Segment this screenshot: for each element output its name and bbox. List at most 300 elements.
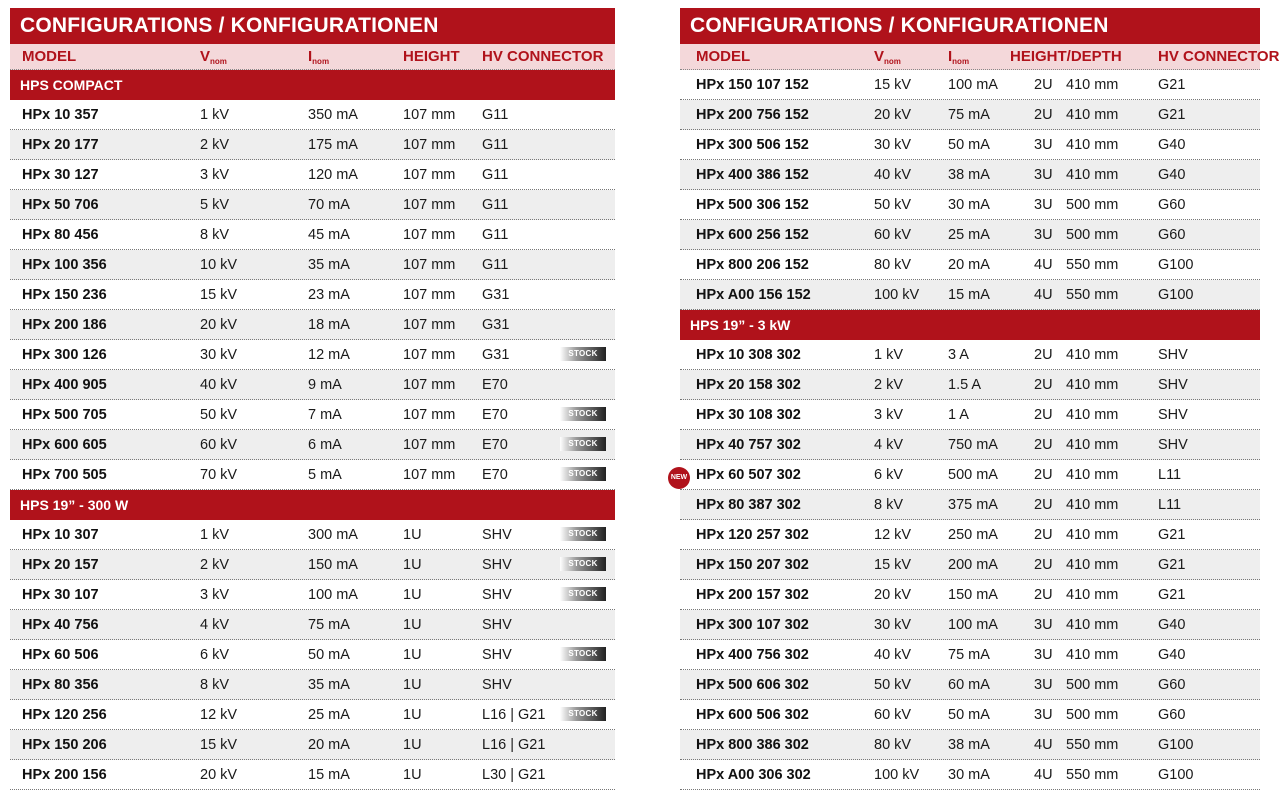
height-cell: 1U [403,557,422,573]
height-cell: 3U [1034,167,1053,183]
section-header: HPS 19” - 300 W [10,490,615,520]
voltage-cell: 4 kV [200,617,230,633]
height-cell: 3U [1034,707,1053,723]
current-cell: 1 A [948,407,969,423]
table-row [680,100,1260,130]
connector-cell: G11 [482,257,509,273]
depth-cell: 550 mm [1066,287,1119,303]
voltage-cell: 4 kV [874,437,904,453]
connector-cell: G60 [1158,707,1186,723]
table-row [680,730,1260,760]
height-cell: 3U [1034,227,1053,243]
connector-cell: G11 [482,167,509,183]
current-cell: 300 mA [308,527,358,543]
section-header: HPS COMPACT [10,70,615,100]
model-cell: HPx 60 507 302 [696,467,801,483]
connector-cell: G21 [1158,587,1186,603]
model-cell: HPx 20 158 302 [696,377,801,393]
table-row [10,400,615,430]
current-cell: 750 mA [948,437,998,453]
table-row [10,700,615,730]
current-cell: 38 mA [948,737,990,753]
stock-badge: STOCK [560,707,606,721]
voltage-cell: 1 kV [200,107,230,123]
depth-cell: 410 mm [1066,137,1119,153]
voltage-cell: 15 kV [200,287,238,303]
voltage-cell: 40 kV [874,167,912,183]
connector-cell: E70 [482,377,508,393]
model-cell: HPx 30 127 [22,167,99,183]
stock-badge: STOCK [560,647,606,661]
depth-cell: 410 mm [1066,377,1119,393]
connector-cell: G31 [482,287,510,303]
voltage-cell: 70 kV [200,467,238,483]
voltage-cell: 3 kV [874,407,904,423]
voltage-cell: 3 kV [200,167,230,183]
model-cell: HPx 200 756 152 [696,107,809,123]
stock-badge: STOCK [560,407,606,421]
model-cell: HPx 60 506 [22,647,99,663]
connector-cell: L11 [1158,497,1182,513]
current-cell: 23 mA [308,287,350,303]
connector-cell: SHV [1158,377,1188,393]
current-cell: 120 mA [308,167,358,183]
current-cell: 375 mA [948,497,998,513]
model-cell: HPx 200 156 [22,767,107,783]
height-cell: 3U [1034,677,1053,693]
current-cell: 30 mA [948,197,990,213]
voltage-cell: 20 kV [874,107,912,123]
new-badge: NEW [668,467,690,489]
height-cell: 2U [1034,467,1053,483]
col-model: MODEL [22,48,77,65]
table-row [10,610,615,640]
voltage-cell: 6 kV [200,647,230,663]
height-cell: 107 mm [403,317,456,333]
current-cell: 60 mA [948,677,990,693]
current-cell: 50 mA [308,647,350,663]
height-cell: 4U [1034,737,1053,753]
height-cell: 2U [1034,107,1053,123]
current-cell: 150 mA [308,557,358,573]
voltage-cell: 1 kV [200,527,230,543]
depth-cell: 410 mm [1066,617,1119,633]
connector-cell: E70 [482,407,508,423]
height-cell: 2U [1034,527,1053,543]
current-cell: 20 mA [308,737,350,753]
height-cell: 1U [403,647,422,663]
model-cell: HPx 600 506 302 [696,707,809,723]
depth-cell: 410 mm [1066,467,1119,483]
table-row [680,280,1260,310]
voltage-cell: 6 kV [874,467,904,483]
height-cell: 1U [403,767,422,783]
table-row [10,730,615,760]
model-cell: HPx 80 387 302 [696,497,801,513]
depth-cell: 410 mm [1066,167,1119,183]
voltage-cell: 100 kV [874,287,920,303]
connector-cell: E70 [482,437,508,453]
depth-cell: 410 mm [1066,557,1119,573]
voltage-cell: 60 kV [874,707,912,723]
connector-cell: SHV [482,617,512,633]
voltage-cell: 40 kV [874,647,912,663]
table-row [10,160,615,190]
table-row [680,580,1260,610]
height-cell: 107 mm [403,377,456,393]
depth-cell: 410 mm [1066,107,1119,123]
height-cell: 107 mm [403,107,456,123]
voltage-cell: 8 kV [200,227,230,243]
connector-cell: G21 [1158,557,1186,573]
connector-cell: SHV [482,527,512,543]
model-cell: HPx 700 505 [22,467,107,483]
table-row [680,760,1260,790]
voltage-cell: 100 kV [874,767,920,783]
current-cell: 20 mA [948,257,990,273]
model-cell: HPx 10 308 302 [696,347,801,363]
voltage-cell: 30 kV [200,347,238,363]
current-cell: 75 mA [308,617,350,633]
current-cell: 100 mA [308,587,358,603]
model-cell: HPx 800 386 302 [696,737,809,753]
col-height-depth: HEIGHT/DEPTH [1010,48,1122,65]
table-row [10,130,615,160]
table-row [680,160,1260,190]
height-cell: 107 mm [403,137,456,153]
model-cell: HPx 800 206 152 [696,257,809,273]
model-cell: HPx 500 306 152 [696,197,809,213]
col-current: $I_{nom}$ [948,48,970,66]
height-cell: 4U [1034,767,1053,783]
model-cell: HPx 200 186 [22,317,107,333]
section-header: HPS 19” - 3 kW [680,310,1260,340]
table-row [10,280,615,310]
current-cell: 50 mA [948,137,990,153]
column-header-row [10,44,615,70]
connector-cell: G11 [482,227,509,243]
model-cell: HPx 400 905 [22,377,107,393]
voltage-cell: 50 kV [200,407,238,423]
stock-badge: STOCK [560,527,606,541]
connector-cell: G21 [1158,107,1186,123]
depth-cell: 500 mm [1066,677,1119,693]
current-cell: 15 mA [308,767,350,783]
connector-cell: SHV [1158,407,1188,423]
model-cell: HPx 50 706 [22,197,99,213]
table-row [680,490,1260,520]
height-cell: 1U [403,707,422,723]
table-row [680,190,1260,220]
voltage-cell: 8 kV [200,677,230,693]
connector-cell: G11 [482,197,509,213]
connector-cell: G21 [1158,527,1186,543]
current-cell: 35 mA [308,257,350,273]
table-row [680,130,1260,160]
voltage-cell: 5 kV [200,197,230,213]
table-row [10,670,615,700]
depth-cell: 410 mm [1066,77,1119,93]
voltage-cell: 50 kV [874,197,912,213]
current-cell: 175 mA [308,137,358,153]
connector-cell: L16 | G21 [482,737,546,753]
model-cell: HPx A00 306 302 [696,767,811,783]
voltage-cell: 40 kV [200,377,238,393]
model-cell: HPx 600 605 [22,437,107,453]
height-cell: 107 mm [403,227,456,243]
table-row [680,610,1260,640]
voltage-cell: 15 kV [200,737,238,753]
connector-cell: SHV [482,677,512,693]
current-cell: 50 mA [948,707,990,723]
current-cell: 15 mA [948,287,990,303]
stock-badge: STOCK [560,587,606,601]
model-cell: HPx 150 206 [22,737,107,753]
connector-cell: G60 [1158,677,1186,693]
model-cell: HPx 10 307 [22,527,99,543]
current-cell: 100 mA [948,77,998,93]
height-cell: 2U [1034,407,1053,423]
voltage-cell: 3 kV [200,587,230,603]
table-row [10,190,615,220]
connector-cell: G40 [1158,617,1186,633]
connector-cell: SHV [1158,437,1188,453]
voltage-cell: 80 kV [874,257,912,273]
model-cell: HPx 80 456 [22,227,99,243]
current-cell: 38 mA [948,167,990,183]
current-cell: 350 mA [308,107,358,123]
model-cell: HPx A00 156 152 [696,287,811,303]
depth-cell: 550 mm [1066,767,1119,783]
stock-badge: STOCK [560,437,606,451]
table-row [680,700,1260,730]
model-cell: HPx 80 356 [22,677,99,693]
connector-cell: G40 [1158,137,1186,153]
connector-cell: G11 [482,107,509,123]
voltage-cell: 1 kV [874,347,904,363]
voltage-cell: 30 kV [874,617,912,633]
connector-cell: G40 [1158,167,1186,183]
height-cell: 1U [403,677,422,693]
model-cell: HPx 300 506 152 [696,137,809,153]
height-cell: 4U [1034,257,1053,273]
model-cell: HPx 40 757 302 [696,437,801,453]
model-cell: HPx 400 386 152 [696,167,809,183]
current-cell: 1.5 A [948,377,982,393]
connector-cell: SHV [482,557,512,573]
current-cell: 12 mA [308,347,350,363]
table-row [10,250,615,280]
table-row [680,430,1260,460]
depth-cell: 410 mm [1066,527,1119,543]
current-cell: 75 mA [948,647,990,663]
height-cell: 107 mm [403,437,456,453]
voltage-cell: 20 kV [200,767,238,783]
depth-cell: 550 mm [1066,737,1119,753]
height-cell: 1U [403,617,422,633]
col-model: MODEL [696,48,751,65]
model-cell: HPx 200 157 302 [696,587,809,603]
connector-cell: G100 [1158,767,1194,783]
voltage-cell: 60 kV [200,437,238,453]
stock-badge: STOCK [560,467,606,481]
right-table-body [670,70,1260,790]
connector-cell: G100 [1158,287,1194,303]
voltage-cell: 15 kV [874,557,912,573]
height-cell: 107 mm [403,467,456,483]
height-cell: 107 mm [403,167,456,183]
depth-cell: 500 mm [1066,227,1119,243]
model-cell: HPx 500 705 [22,407,107,423]
depth-cell: 410 mm [1066,437,1119,453]
model-cell: HPx 300 107 302 [696,617,809,633]
voltage-cell: 20 kV [874,587,912,603]
current-cell: 25 mA [308,707,350,723]
model-cell: HPx 120 257 302 [696,527,809,543]
current-cell: 3 A [948,347,969,363]
voltage-cell: 50 kV [874,677,912,693]
col-voltage: $V_{nom}$ [874,48,901,66]
table-row [680,640,1260,670]
height-cell: 1U [403,737,422,753]
table-row [10,550,615,580]
table-row [680,400,1260,430]
connector-cell: G60 [1158,197,1186,213]
col-connector: HV CONNECTOR [482,48,604,65]
voltage-cell: 12 kV [200,707,238,723]
model-cell: HPx 300 126 [22,347,107,363]
voltage-cell: 20 kV [200,317,238,333]
col-voltage: $V_{nom}$ [200,48,227,66]
voltage-cell: 2 kV [874,377,904,393]
depth-cell: 500 mm [1066,197,1119,213]
left-config-table [10,8,615,790]
table-row [680,520,1260,550]
current-cell: 75 mA [948,107,990,123]
model-cell: HPx 20 157 [22,557,99,573]
voltage-cell: 8 kV [874,497,904,513]
current-cell: 25 mA [948,227,990,243]
current-cell: 45 mA [308,227,350,243]
connector-cell: G100 [1158,737,1194,753]
connector-cell: L16 | G21 [482,707,546,723]
model-cell: HPx 150 107 152 [696,77,809,93]
height-cell: 2U [1034,557,1053,573]
connector-cell: G100 [1158,257,1194,273]
connector-cell: SHV [482,647,512,663]
height-cell: 107 mm [403,347,456,363]
table-row [680,70,1260,100]
table-row [10,640,615,670]
height-cell: 3U [1034,137,1053,153]
table-title: CONFIGURATIONS / KONFIGURATIONEN [680,8,1260,44]
model-cell: HPx 400 756 302 [696,647,809,663]
current-cell: 200 mA [948,557,998,573]
table-row [680,250,1260,280]
table-row [10,520,615,550]
connector-cell: G31 [482,347,510,363]
current-cell: 500 mA [948,467,998,483]
connector-cell: L30 | G21 [482,767,546,783]
table-row [680,550,1260,580]
current-cell: 7 mA [308,407,342,423]
model-cell: HPx 40 756 [22,617,99,633]
model-cell: HPx 120 256 [22,707,107,723]
height-cell: 1U [403,527,422,543]
current-cell: 6 mA [308,437,342,453]
voltage-cell: 10 kV [200,257,238,273]
height-cell: 1U [403,587,422,603]
table-title: CONFIGURATIONS / KONFIGURATIONEN [10,8,615,44]
voltage-cell: 15 kV [874,77,912,93]
right-config-table [670,8,1279,790]
voltage-cell: 60 kV [874,227,912,243]
current-cell: 35 mA [308,677,350,693]
model-cell: HPx 600 256 152 [696,227,809,243]
height-cell: 107 mm [403,197,456,213]
height-cell: 2U [1034,77,1053,93]
table-row [10,460,615,490]
depth-cell: 500 mm [1066,707,1119,723]
table-row [10,760,615,790]
left-table-body [10,70,615,790]
current-cell: 250 mA [948,527,998,543]
model-cell: HPx 100 356 [22,257,107,273]
depth-cell: 410 mm [1066,347,1119,363]
depth-cell: 410 mm [1066,587,1119,603]
current-cell: 18 mA [308,317,350,333]
height-cell: 2U [1034,497,1053,513]
table-row [10,580,615,610]
depth-cell: 410 mm [1066,647,1119,663]
col-height: HEIGHT [403,48,460,65]
model-cell: HPx 30 107 [22,587,99,603]
height-cell: 107 mm [403,287,456,303]
model-cell: HPx 10 357 [22,107,99,123]
connector-cell: G31 [482,317,510,333]
current-cell: 150 mA [948,587,998,603]
column-header-row [680,44,1279,70]
depth-cell: 410 mm [1066,497,1119,513]
table-row [10,370,615,400]
current-cell: 30 mA [948,767,990,783]
height-cell: 2U [1034,437,1053,453]
height-cell: 2U [1034,347,1053,363]
voltage-cell: 2 kV [200,137,230,153]
connector-cell: SHV [1158,347,1188,363]
height-cell: 4U [1034,287,1053,303]
connector-cell: L11 [1158,467,1182,483]
voltage-cell: 80 kV [874,737,912,753]
table-row [680,670,1260,700]
current-cell: 70 mA [308,197,350,213]
current-cell: 9 mA [308,377,342,393]
connector-cell: G60 [1158,227,1186,243]
table-row [670,460,1260,490]
col-current: $I_{nom}$ [308,48,330,66]
connector-cell: G11 [482,137,509,153]
table-row [10,220,615,250]
height-cell: 2U [1034,587,1053,603]
connector-cell: SHV [482,587,512,603]
current-cell: 100 mA [948,617,998,633]
table-row [680,340,1260,370]
table-row [680,220,1260,250]
model-cell: HPx 30 108 302 [696,407,801,423]
table-row [680,370,1260,400]
voltage-cell: 12 kV [874,527,912,543]
model-cell: HPx 150 236 [22,287,107,303]
